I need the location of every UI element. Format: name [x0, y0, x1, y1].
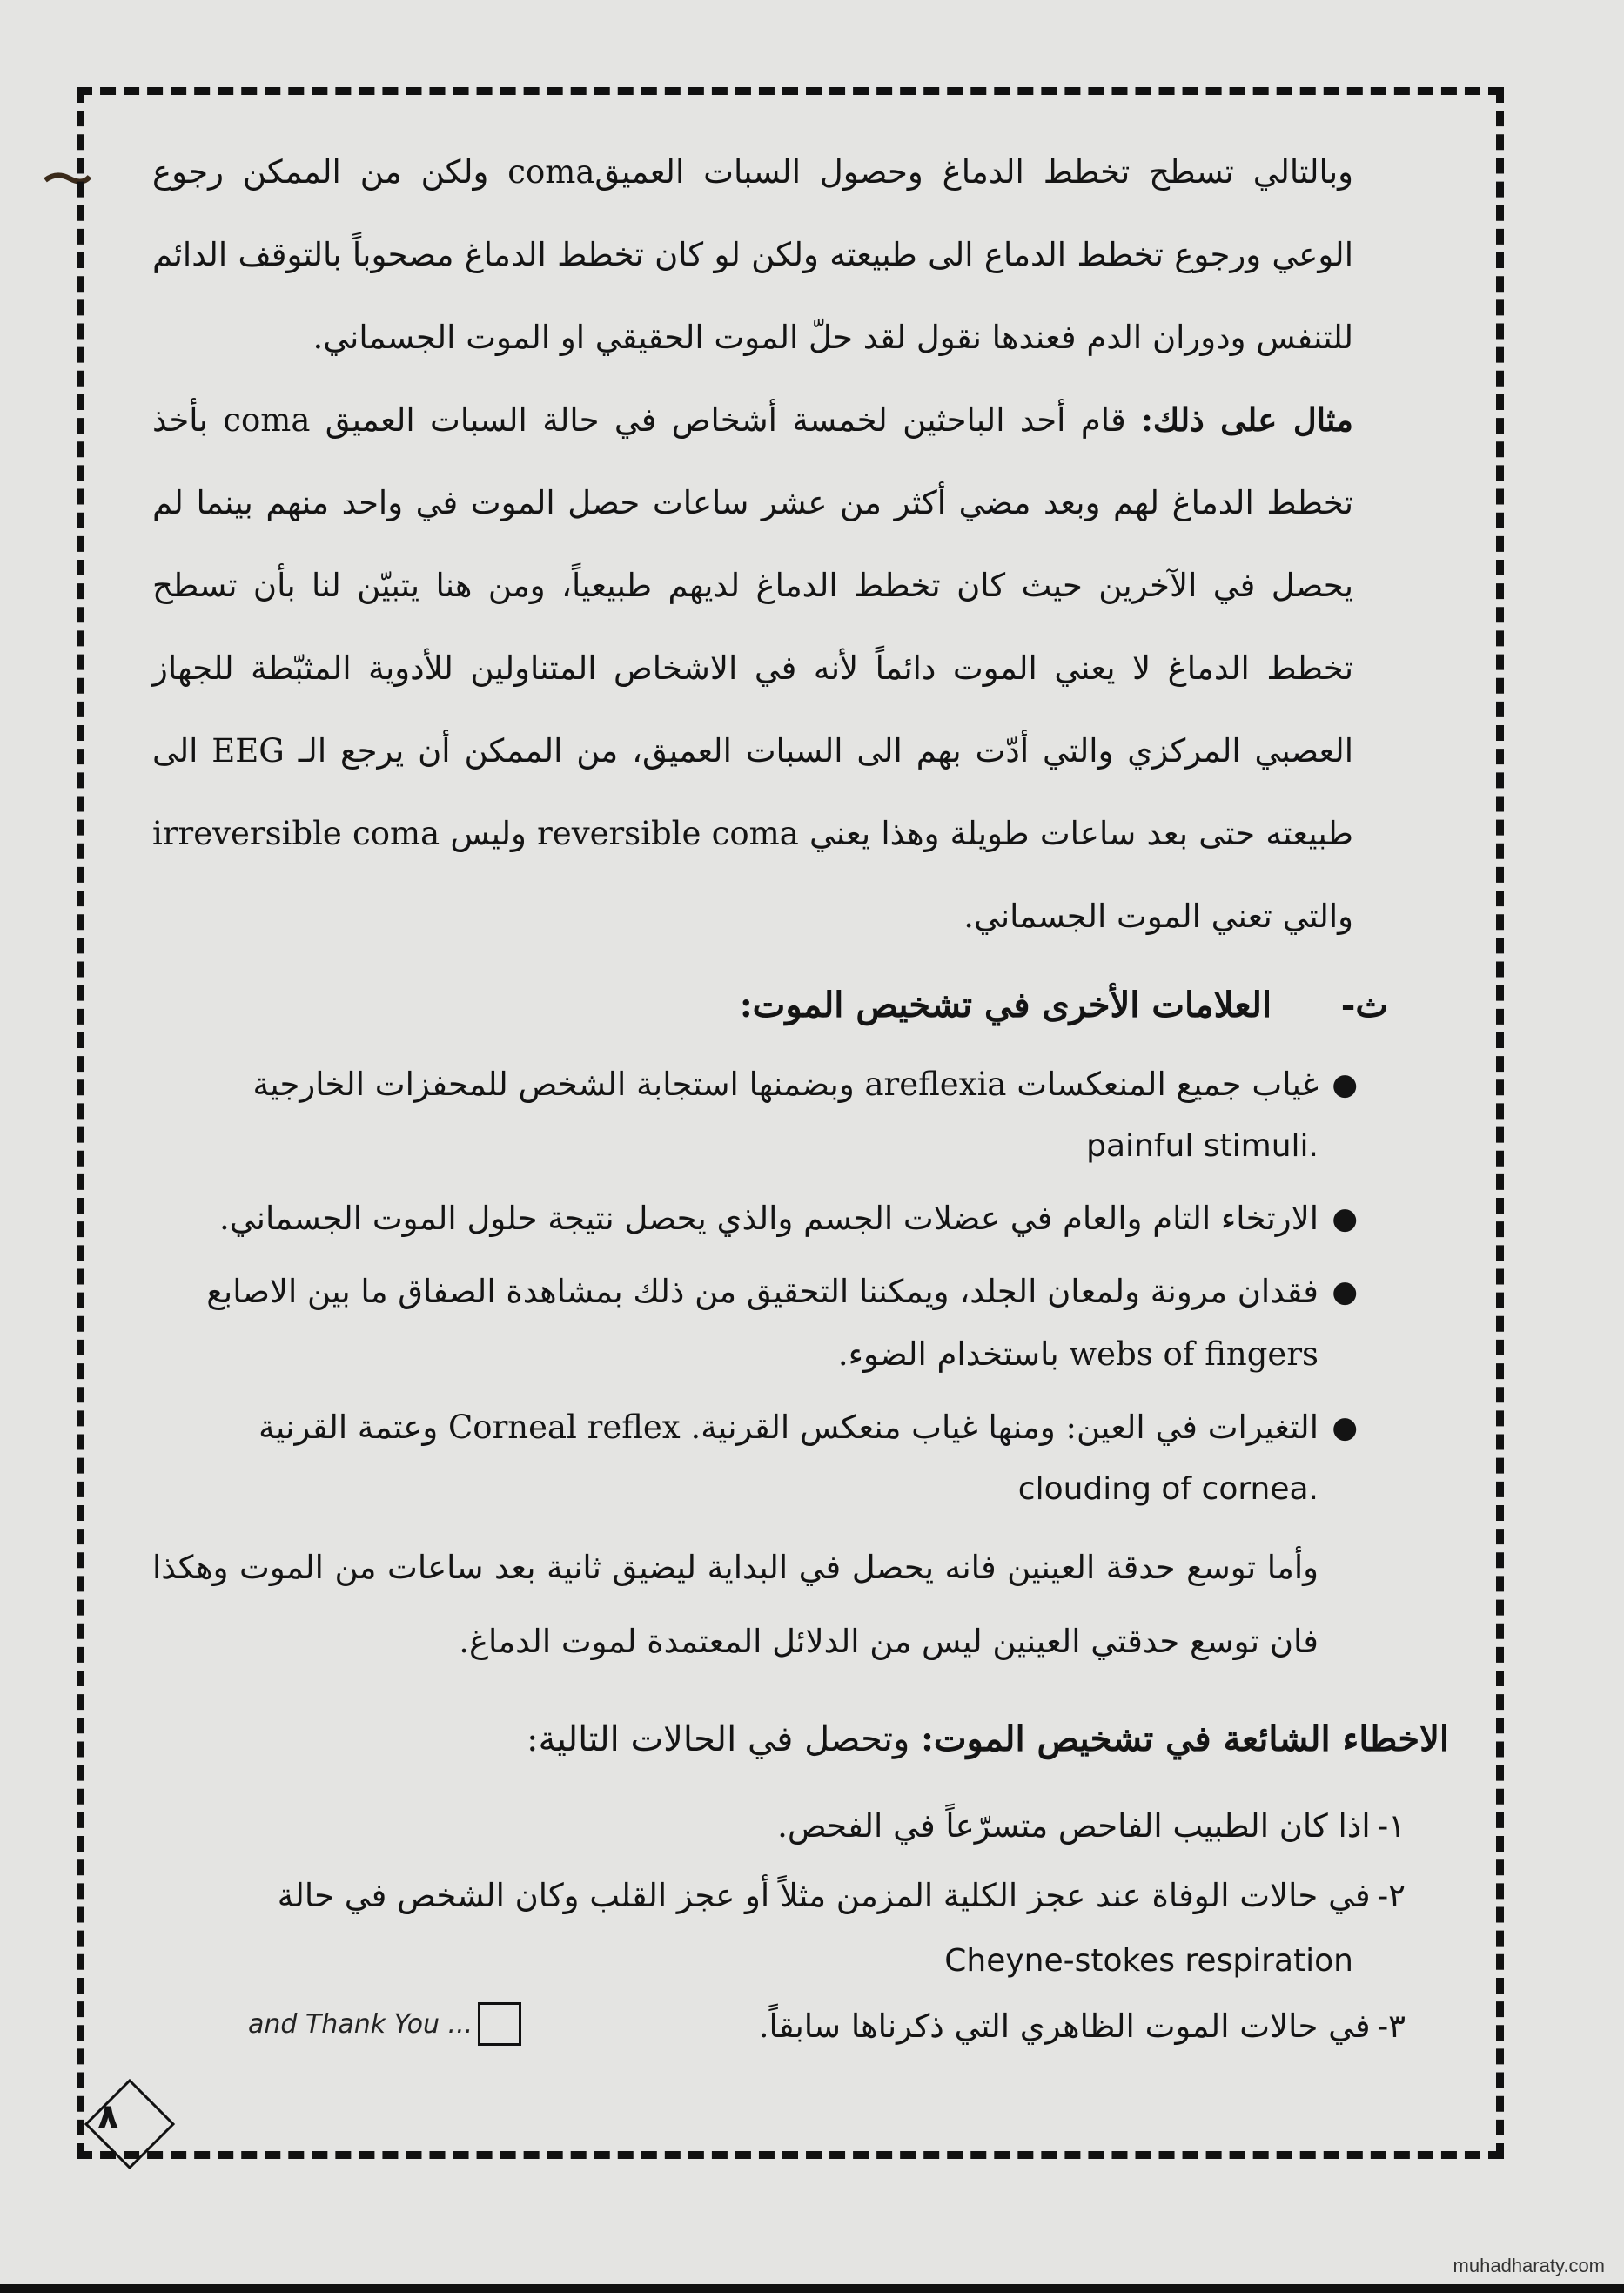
list-item: ٣-في حالات الموت الظاهري التي ذكرناها سابقاً. — [758, 2007, 1406, 2045]
diamond-icon — [82, 2076, 178, 2172]
bullet-icon: ● — [1332, 1274, 1358, 1309]
bullet-icon: ● — [1332, 1201, 1358, 1236]
page-number-badge — [82, 2076, 178, 2172]
page-content — [152, 131, 1449, 2061]
list-item: ● التغيرات في العين: ومنها غياب منعكس القرنية. Corneal reflex وعتمة القرنية clouding of cornea. — [152, 1396, 1319, 1520]
bottom-edge-bar — [0, 2284, 1624, 2293]
section-letter: ث- — [1340, 985, 1388, 1025]
watermark: muhadharaty.com — [1453, 2255, 1605, 2276]
list-item: ٢-في حالات الوفاة عند عجز الكلية المزمن مثلاً أو عجز القلب وكان الشخص في حالة Cheyne-stokes respiration — [277, 1877, 1406, 1979]
list-item: ١-اذا كان الطبيب الفاحص متسرّعاً في الفحص. — [777, 1807, 1406, 1845]
paragraph-brain-flattening: وبالتالي تسطح تخطط الدماغ وحصول السبات العميقcoma ولكن من الممكن رجوع الوعي ورجوع تخطط الدماع الى طبيعته ولكن لو كان تخطط الدماغ مصحوباً بالتوقف الدائم للتنفس ودوران الدم فعندها نقول لقد حلّ الموت الحقيقي او الموت الجسماني. — [152, 153, 1353, 356]
section-title: العلامات الأخرى في تشخيص الموت: — [739, 985, 1272, 1025]
list-item: ● الارتخاء التام والعام في عضلات الجسم والذي يحصل نتيجة حلول الموت الجسماني. — [152, 1187, 1319, 1250]
paragraph-example — [152, 379, 1353, 958]
paragraph-pupil-dilation: وأما توسع حدقة العينين فانه يحصل في البداية ليضيق ثانية بعد ساعات من الموت وهكذا فان توسع حدقتي العينين ليس من الدلائل المعتمدة لموت الدماغ. — [152, 1549, 1319, 1660]
bullet-icon: ● — [1332, 1067, 1358, 1102]
list-item: ● فقدان مرونة ولمعان الجلد، ويمكننا التحقيق من ذلك بمشاهدة الصفاق ما بين الاصابع webs of fingers باستخدام الضوء. — [152, 1261, 1319, 1386]
example-lead: مثال على ذلك: — [1141, 400, 1353, 439]
list-item: ● غياب جميع المنعكسات areflexia وبضمنها استجابة الشخص للمحفزات الخارجية painful stimuli. — [152, 1053, 1319, 1177]
page-number: ٨ — [97, 2097, 119, 2137]
thanks-note: and Thank You ... — [248, 2002, 521, 2046]
signs-list — [152, 1053, 1358, 1520]
example-text: قام أحد الباحثين لخمسة أشخاص في حالة السبات العميق coma بأخذ تخطط الدماغ لهم وبعد مضي أكثر من عشر ساعات حصل الموت في واحد منهم بينما لم يحصل في الآخرين حيث كان تخطط الدماغ لديهم طبيعياً، ومن هنا يتبيّن لنا بأن تسطح تخطط الدماغ لا يعني الموت دائماً لأنه في الاشخاص المتناولين للأدوية المثبّطة للجهاز العصبي المركزي والتي أدّت بهم الى السبات العميق، من الممكن أن يرجع الـ EEG الى طبيعته حتى بعد ساعات طويلة وهذا يعني reversible coma وليس irreversible coma والتي تعني الموت الجسماني. — [152, 401, 1354, 935]
errors-heading: الاخطاء الشائعة في تشخيص الموت: وتحصل في الحالات التالية: — [527, 1718, 1449, 1759]
checkbox-square-icon — [478, 2002, 521, 2046]
bullet-icon: ● — [1332, 1410, 1358, 1445]
section-heading-other-signs — [152, 966, 1388, 1045]
